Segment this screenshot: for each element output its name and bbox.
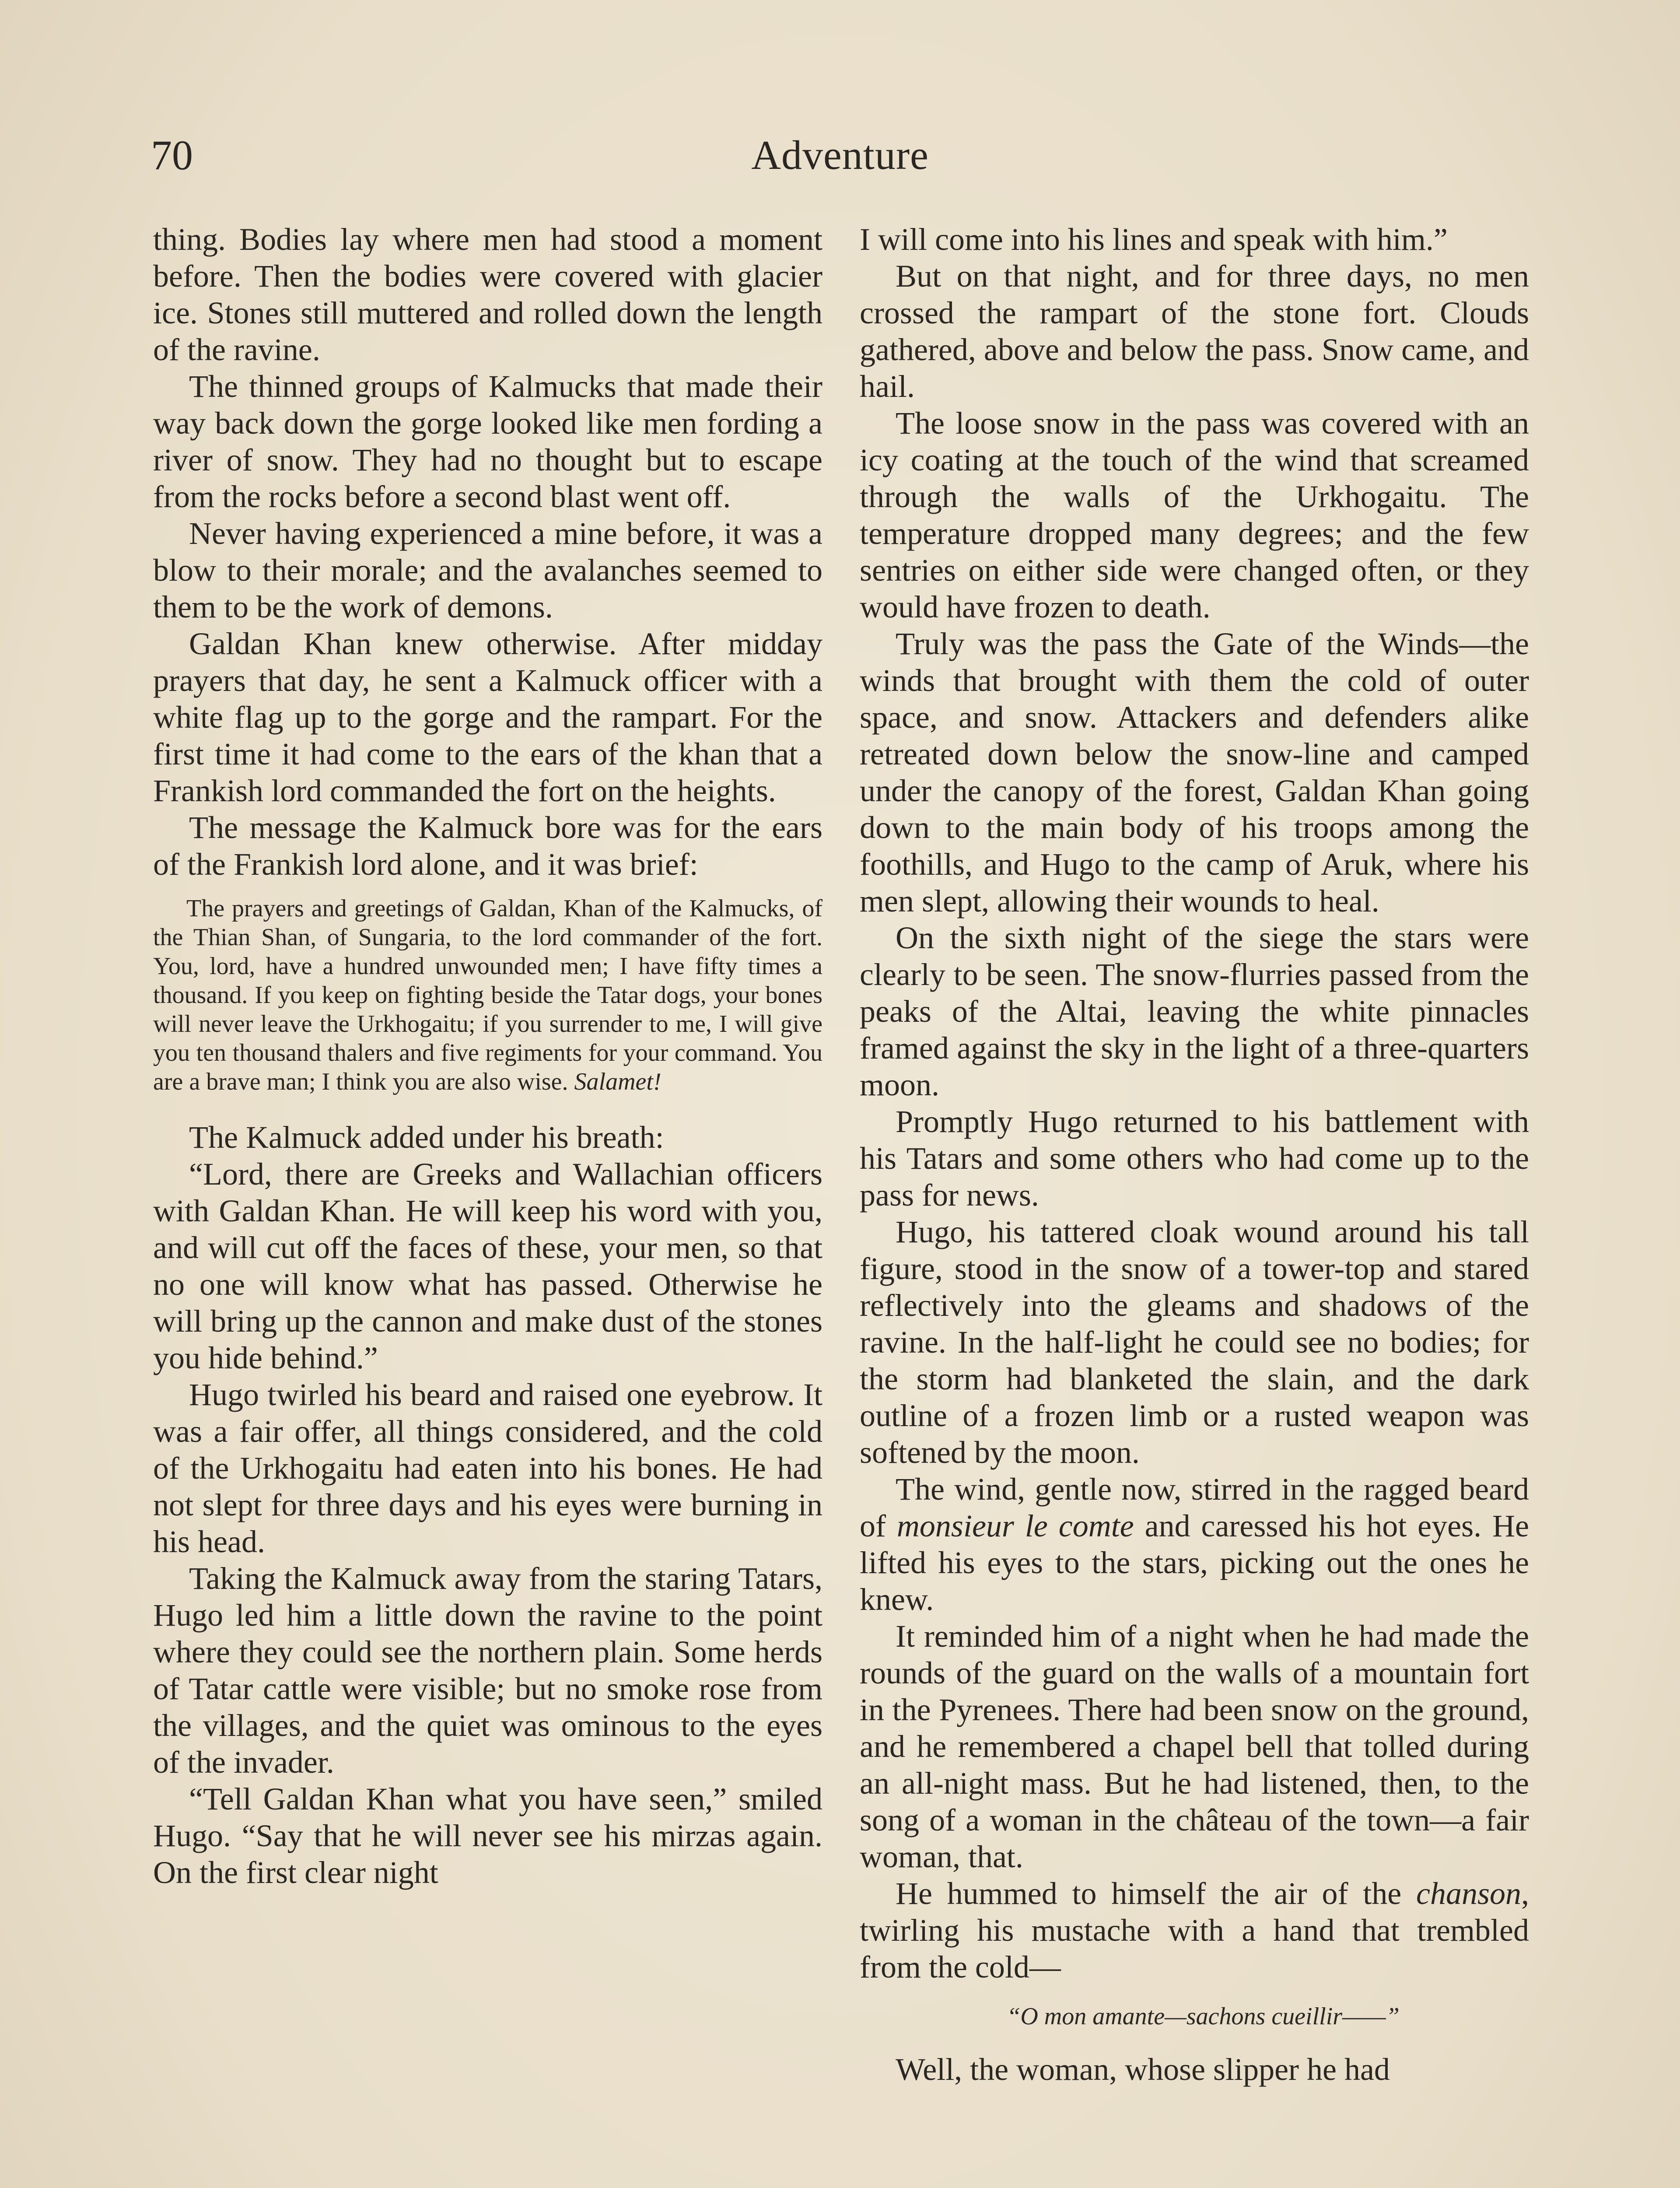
paragraph-chanson: [860, 1875, 1529, 1985]
letter-closing: Salamet!: [574, 1068, 662, 1095]
paragraph: Taking the Kalmuck away from the staring Tatars, Hugo led him a little down the ravine to the point where they could see the northern plain. Some herds of Tatar cattle were visible; but no smoke rose from the villages, and the quiet was ominous to the eyes of the invader.: [153, 1561, 822, 1780]
paragraph: The Kalmuck added under his breath:: [189, 1120, 664, 1155]
page-number: 70: [151, 132, 193, 179]
paragraph: Truly was the pass the Gate of the Winds—the winds that brought with them the cold of outer space, and snow. Attackers and defenders alike retreated down below the snow-line and camped under the canopy of the forest, Galdan Khan going down to the main body of his troops among the foothills, and Hugo to the camp of Aruk, where his men slept, allowing their wounds to heal.: [860, 626, 1529, 919]
paragraph: Hugo, his tattered cloak wound around his tall figure, stood in the snow of a tower-top and stared reflectively into the gleams and shadows of the ravine. In the half-light he could see no bodies; for the storm had blanketed the slain, and the dark outline of a frozen limb or a rusted weapon was softened by the moon.: [860, 1214, 1529, 1470]
paragraph: But on that night, and for three days, no men crossed the rampart of the stone fort. Clouds gathered, above and below the pass. Snow came, and hail.: [860, 259, 1529, 404]
paragraph: “Tell Galdan Khan what you have seen,” smiled Hugo. “Say that he will never see his mirzas again. On the first clear night: [153, 1781, 822, 1890]
letter-text: The prayers and greetings of Galdan, Khan of the Kalmucks, of the Thian Shan, of Sungaria, to the lord commander of the fort. You, lord, have a hundred unwounded men; I have fifty times a thousand. If you keep on fighting beside the Tatar dogs, your bones will never leave the Urkhogaitu; if you surrender to me, I will give you ten thousand thalers and five regiments for your command. You are a brave man; I think you are also wise.: [153, 895, 822, 1095]
khan-letter-quote: [153, 894, 822, 1096]
paragraph: Well, the woman, whose slipper he had: [896, 2052, 1390, 2087]
text-run: and caressed his hot eyes. He lifted his eyes to the stars, picking out the ones he knew.: [860, 1508, 1530, 1617]
paragraph: The loose snow in the pass was covered with an icy coating at the touch of the wind that screamed through the walls of the Urkhogaitu. The temperature dropped many degrees; and the few sentries on either side were changed often, or they would have frozen to death.: [860, 406, 1529, 624]
paragraph: It reminded him of a night when he had made the rounds of the guard on the walls of a mountain fort in the Pyrenees. There had been snow on the ground, and he remembered a chapel bell that tolled during an all-night mass. But he had listened, then, to the song of a woman in the château of the town—a fair woman, that.: [860, 1619, 1529, 1874]
italic-phrase: monsieur le comte: [896, 1508, 1134, 1543]
song-verse: “O mon amante—sachons cueillir——”: [1007, 2003, 1400, 2030]
running-title: Adventure: [751, 133, 929, 178]
text-run: , twirling his mustache with a hand that trembled from the cold—: [860, 1876, 1529, 1985]
paragraph: Hugo twirled his beard and raised one eyebrow. It was a fair offer, all things considered, and the cold of the Urkhogaitu had eaten into his bones. He had not slept for three days and his eyes were burning in his head.: [153, 1377, 822, 1559]
paragraph: Galdan Khan knew otherwise. After midday prayers that day, he sent a Kalmuck officer with a white flag up to the gorge and the rampart. For the first time it had come to the ears of the khan that a Frankish lord commanded the fort on the heights.: [153, 626, 822, 808]
paragraph: I will come into his lines and speak with him.”: [860, 222, 1448, 257]
paragraph-comte: [860, 1471, 1529, 1618]
italic-phrase: chanson: [1416, 1876, 1521, 1911]
text-run: He hummed to himself the air of the: [896, 1876, 1417, 1911]
paragraph: On the sixth night of the siege the stars were clearly to be seen. The snow-flurries passed from the peaks of the Altai, leaving the white pinnacles framed against the sky in the light of a three-quarters moon.: [860, 920, 1529, 1102]
text-run: The wind, gentle now, stirred in the ragged beard of: [860, 1472, 1529, 1543]
paragraph: The message the Kalmuck bore was for the ears of the Frankish lord alone, and it was brief:: [153, 810, 822, 882]
paragraph: “Lord, there are Greeks and Wallachian officers with Galdan Khan. He will keep his word with you, and will cut off the faces of these, your men, so that no one will know what has passed. Otherwise he will bring up the cannon and make dust of the stones you hide behind.”: [153, 1157, 822, 1375]
right-column: [860, 221, 1529, 2088]
paragraph: thing. Bodies lay where men had stood a moment before. Then the bodies were covered with glacier ice. Stones still muttered and rolled down the length of the ravine.: [153, 222, 822, 367]
paragraph: Never having experienced a mine before, it was a blow to their morale; and the avalanches seemed to them to be the work of demons.: [153, 516, 822, 624]
paragraph: The thinned groups of Kalmucks that made their way back down the gorge looked like men fording a river of snow. They had no thought but to escape from the rocks before a second blast went off.: [153, 369, 822, 514]
left-column: [153, 221, 822, 1891]
page-header: [151, 127, 1529, 184]
paragraph: Promptly Hugo returned to his battlement with his Tatars and some others who had come up to the pass for news.: [860, 1104, 1529, 1213]
